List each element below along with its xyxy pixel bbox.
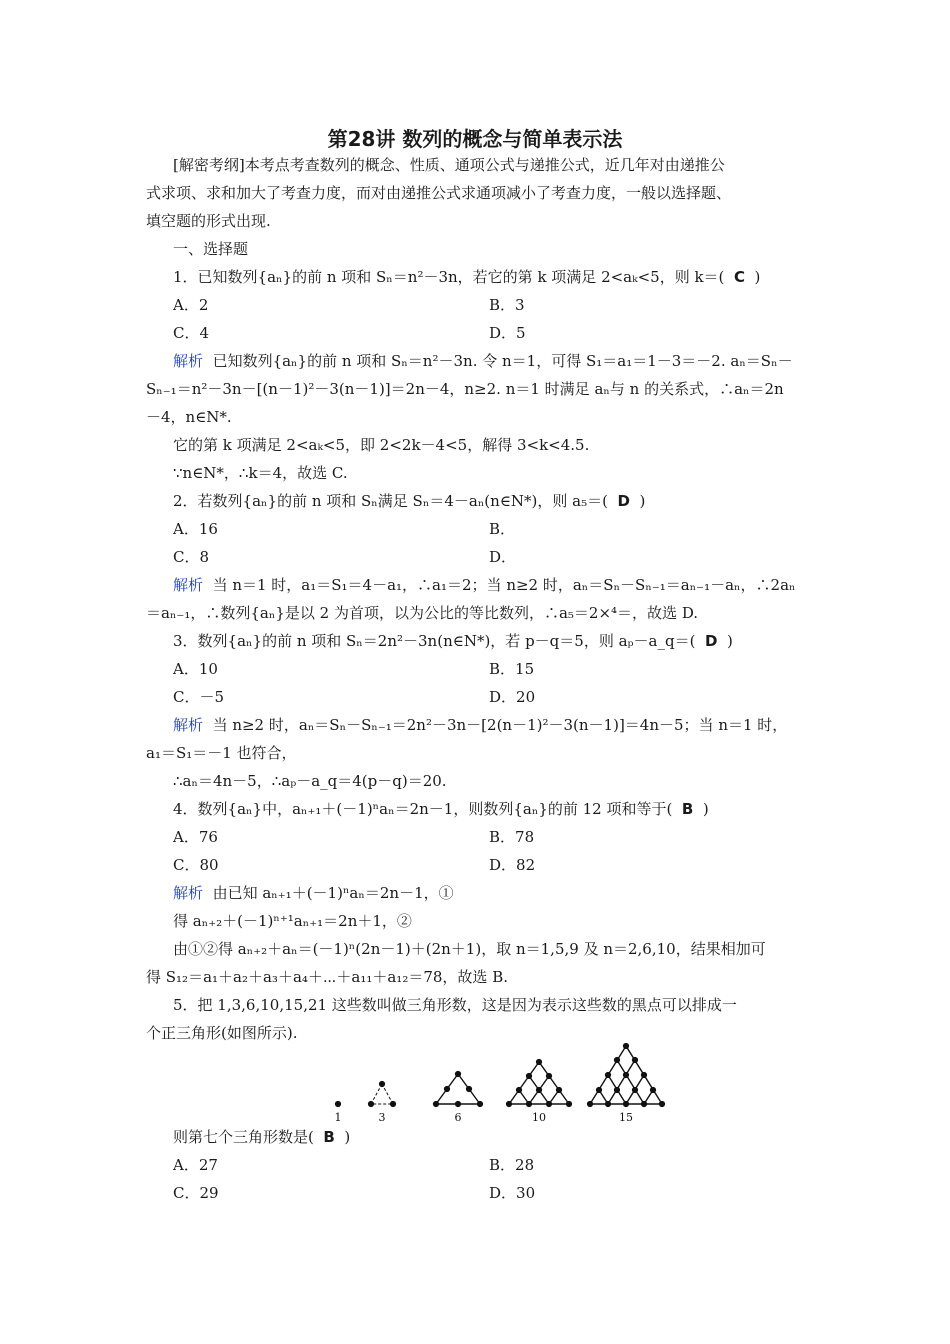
question-4-option-d: D．82 (489, 856, 536, 874)
figure-label-1: 1 (334, 1111, 342, 1124)
question-4-text: 4．数列{aₙ}中，aₙ₊₁＋(－1)ⁿaₙ＝2n－1，则数列{aₙ}的前 12 项和等于( (173, 800, 673, 818)
question-3-answer: D (704, 632, 718, 650)
question-5-stem-2: 个正三角形(如图所示). (146, 1024, 298, 1042)
question-5-option-a: A．27 (173, 1156, 218, 1174)
question-5-stem (173, 1126, 350, 1148)
question-4-solution-1 (173, 882, 454, 904)
question-1-option-b: B．3 (489, 296, 525, 314)
triangle-10 (509, 1062, 569, 1104)
solution-text: 当 n＝1 时，a₁＝S₁＝4－a₁，∴a₁＝2；当 n≥2 时，aₙ＝Sₙ－Sₙ₋₁＝aₙ₋₁－aₙ，∴2aₙ (212, 576, 796, 594)
page-title: 第28讲 数列的概念与简单表示法 (327, 127, 623, 151)
question-2-text: 2．若数列{aₙ}的前 n 项和 Sₙ满足 Sₙ＝4－aₙ(n∈N*)，则 a₅＝( (173, 492, 608, 510)
question-2-option-a: A．16 (173, 520, 218, 538)
question-1-close: ) (754, 268, 761, 286)
question-3-option-a: A．10 (173, 660, 218, 678)
question-5-option-b: B．28 (489, 1156, 535, 1174)
question-5-option-d: D．30 (489, 1184, 536, 1202)
question-3-option-d: D．20 (489, 688, 536, 706)
question-2-option-d: D． (489, 548, 517, 566)
question-3-close: ) (726, 632, 733, 650)
solution-text: 由已知 aₙ₊₁＋(－1)ⁿaₙ＝2n－1，① (212, 884, 454, 902)
solution-label: 解析 (173, 716, 204, 734)
question-1-solution-4: 它的第 k 项满足 2<aₖ<5，即 2<2k－4<5，解得 3<k<4.5. (173, 436, 590, 454)
question-1-solution-1 (173, 350, 793, 372)
question-4-solution-2: 得 aₙ₊₂＋(－1)ⁿ⁺¹aₙ₊₁＝2n＋1，② (173, 912, 412, 930)
solution-label: 解析 (173, 352, 204, 370)
question-1-text: 1．已知数列{aₙ}的前 n 项和 Sₙ＝n²－3n，若它的第 k 项满足 2<aₖ<5，则 k＝( (173, 268, 725, 286)
question-3-solution-2: a₁＝S₁＝－1 也符合， (146, 744, 297, 762)
intro-line-1: [解密考纲]本考点考查数列的概念、性质、通项公式与递推公式，近几年对由递推公 (173, 156, 725, 174)
question-4-stem (173, 798, 709, 820)
question-2-option-c: C．8 (173, 548, 210, 566)
question-3-text: 3．数列{aₙ}的前 n 项和 Sₙ＝2n²－3n(n∈N*)，若 p－q＝5，则 aₚ－a_q＝( (173, 632, 696, 650)
question-2-solution-2: ＝aₙ₋₁，∴数列{aₙ}是以 2 为首项，以为公比的等比数列，∴a₅＝2×⁴＝，故选 D. (146, 604, 699, 622)
solution-label: 解析 (173, 576, 204, 594)
question-5-option-c: C．29 (173, 1184, 219, 1202)
question-1-option-d: D．5 (489, 324, 526, 342)
question-3-option-b: B．15 (489, 660, 535, 678)
question-4-solution-4: 得 S₁₂＝a₁＋a₂＋a₃＋a₄＋⋯＋a₁₁＋a₁₂＝78，故选 B. (146, 968, 508, 986)
question-3-solution-3: ∴aₙ＝4n－5，∴aₚ－a_q＝4(p－q)＝20. (173, 772, 447, 790)
section-heading: 一、选择题 (173, 240, 249, 258)
question-3-solution-1 (173, 714, 787, 736)
question-1-option-c: C．4 (173, 324, 210, 342)
question-5-text: 则第七个三角形数是( (173, 1128, 314, 1146)
question-4-solution-3: 由①②得 aₙ₊₂＋aₙ＝(－1)ⁿ(2n－1)＋(2n＋1)，取 n＝1,5,9 及 n＝2,6,10，结果相加可 (173, 940, 766, 958)
question-2-stem (173, 490, 645, 512)
question-3-stem (173, 630, 733, 652)
intro-line-2: 式求项、求和加大了考查力度，而对由递推公式求通项减小了考查力度，一般以选择题、 (146, 184, 732, 202)
question-2-close: ) (639, 492, 646, 510)
question-2-option-b: B． (489, 520, 516, 538)
question-2-solution-1 (173, 574, 796, 596)
question-4-option-c: C．80 (173, 856, 219, 874)
question-3-option-c: C．－5 (173, 688, 225, 706)
solution-text: 已知数列{aₙ}的前 n 项和 Sₙ＝n²－3n. 令 n＝1，可得 S₁＝a₁＝1－3＝－2. aₙ＝Sₙ－ (212, 352, 793, 370)
question-5-answer: B (323, 1128, 335, 1146)
question-1-option-a: A．2 (173, 296, 209, 314)
question-1-solution-5: ∵n∈N*，∴k＝4，故选 C. (173, 464, 348, 482)
question-1-solution-2: Sₙ₋₁＝n²－3n－[(n－1)²－3(n－1)]＝2n－4，n≥2. n＝1 时满足 aₙ与 n 的关系式，∴aₙ＝2n (146, 380, 784, 398)
question-4-close: ) (702, 800, 709, 818)
figure-label-15: 15 (619, 1111, 633, 1124)
question-1-answer: C (733, 268, 745, 286)
question-5-stem-1: 5．把 1,3,6,10,15,21 这些数叫做三角形数，这是因为表示这些数的黑点可以排成一 (173, 996, 737, 1014)
intro-line-3: 填空题的形式出现. (146, 212, 271, 230)
figure-label-10: 10 (532, 1111, 546, 1124)
question-1-solution-3: －4，n∈N*. (146, 408, 232, 426)
question-2-answer: D (617, 492, 630, 510)
figure-label-6: 6 (454, 1111, 462, 1124)
triangle-6 (436, 1074, 480, 1104)
question-4-answer: B (681, 800, 694, 818)
question-4-option-b: B．78 (489, 828, 535, 846)
figure-label-3: 3 (378, 1111, 386, 1124)
question-5-close: ) (344, 1128, 351, 1146)
solution-label: 解析 (173, 884, 204, 902)
solution-text: 当 n≥2 时，aₙ＝Sₙ－Sₙ₋₁＝2n²－3n－[2(n－1)²－3(n－1)]＝4n－5；当 n＝1 时， (212, 716, 788, 734)
question-1-stem (173, 266, 760, 288)
dot (335, 1101, 340, 1106)
question-4-option-a: A．76 (173, 828, 218, 846)
triangle-numbers-figure (328, 1040, 668, 1125)
